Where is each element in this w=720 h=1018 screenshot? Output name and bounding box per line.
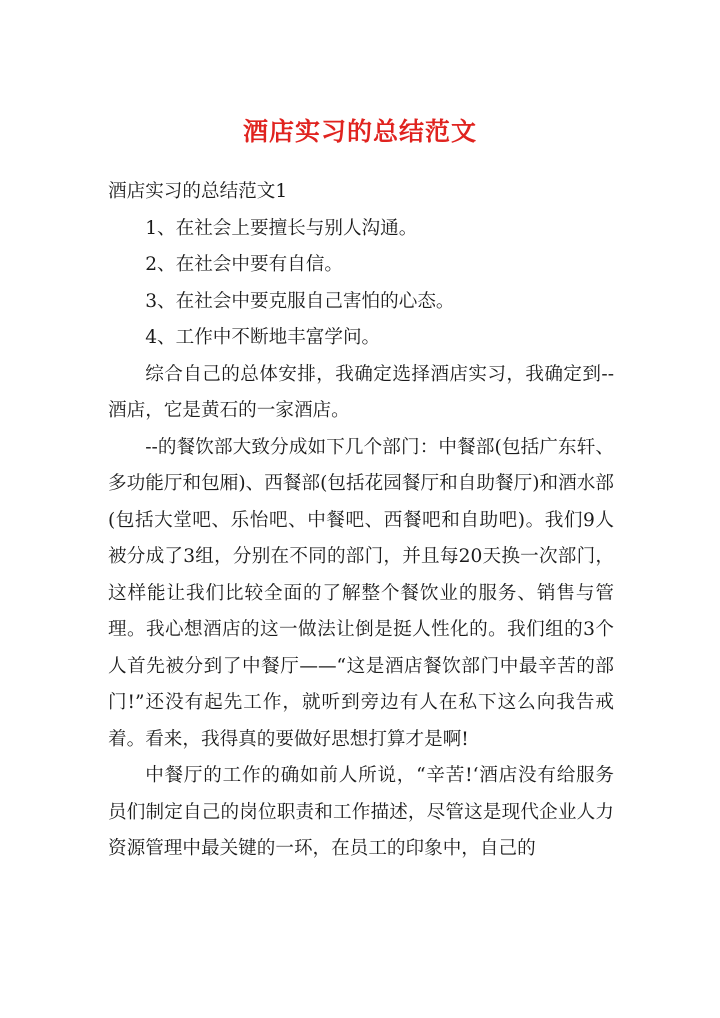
list-item: 2、在社会中要有自信。 <box>145 254 343 275</box>
list-item: 4、工作中不断地丰富学问。 <box>145 327 381 348</box>
list-item: 3、在社会中要克服自己害怕的心态。 <box>145 290 455 312</box>
list-item: 1、在社会上要擅长与别人沟通。 <box>145 217 418 239</box>
document-title: 酒店实习的总结范文 <box>242 117 477 146</box>
paragraph: --的餐饮部大致分成如下几个部门：中餐部(包括广东轩、多功能厅和包厢)、西餐部(包括花园餐厅和自助餐厅)和酒水部(包括大堂吧、乐怡吧、中餐吧、西餐吧和自助吧)。我们9人被分成了3组，分别在不同的部门，并且每20天换一次部门，这样能让我们比较全面的了解整个餐饮业的服务、销售与管理。我心想酒店的这一做法让倒是挺人性化的。我们组的3个人首先被分到了中餐厅——“这是酒店餐饮部门中最辛苦的部门!”还没有起先工作，就听到旁边有人在私下这么向我告戒着。看来，我得真的要做好思想打算才是啊! <box>108 436 614 750</box>
document-subtitle: 酒店实习的总结范文1 <box>108 181 288 202</box>
paragraph: 中餐厅的工作的确如前人所说，“辛苦!‘酒店没有给服务员们制定自己的岗位职责和工作描述，尽管这是现代企业人力资源管理中最关键的一环，在员工的印象中，自己的 <box>108 765 614 859</box>
paragraph: 综合自己的总体安排，我确定选择酒店实习，我确定到--酒店，它是黄石的一家酒店。 <box>108 363 614 421</box>
document-body <box>108 174 614 868</box>
